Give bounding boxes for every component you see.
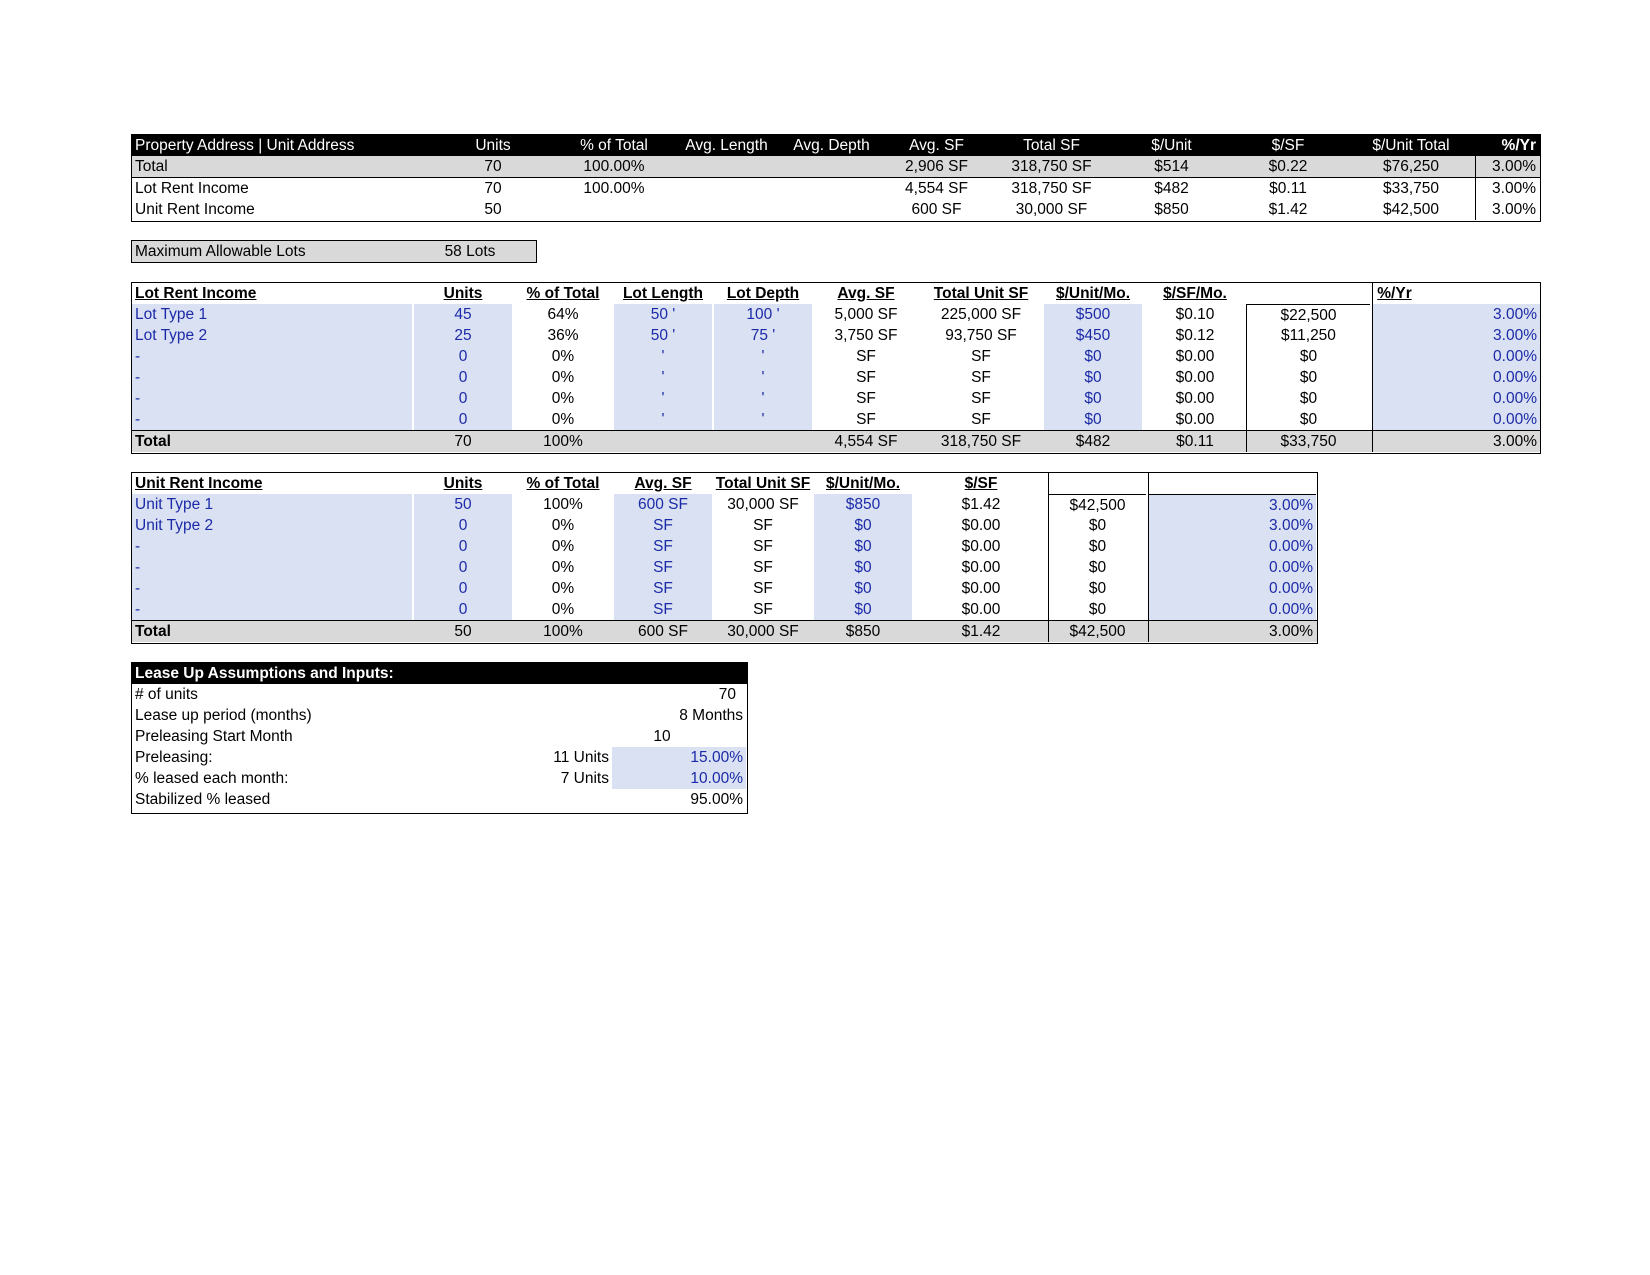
unit-rent-cell: $0: [814, 578, 912, 599]
lot-rent-cell: -: [132, 388, 412, 409]
lot-rent-cell: 0.00%: [1372, 388, 1540, 409]
unit-rent-cell: -: [132, 599, 412, 620]
lot-rent-cell: SF: [971, 390, 991, 407]
summary-cell: $514: [1154, 158, 1189, 175]
lot-rent-cell: SF: [971, 348, 991, 365]
lot-rent-cell: $0: [1044, 346, 1142, 367]
lot-rent-cell: ': [714, 409, 812, 430]
summary-header-cell: $/SF: [1271, 137, 1305, 154]
summary-header-cell: $/Unit Total: [1372, 137, 1450, 154]
summary-cell: Lot Rent Income: [135, 180, 249, 197]
summary-cell: [779, 178, 884, 199]
summary-header-cell: Avg. SF: [909, 137, 964, 154]
unit-rent-cell: $0.00: [961, 538, 1001, 555]
lease-up-units: [512, 726, 612, 747]
unit-rent-cell: 3.00%: [1148, 515, 1316, 536]
unit-rent-total-row: [132, 620, 1317, 642]
lot-rent-total-cell: 100%: [543, 433, 583, 450]
unit-rent-row: [132, 536, 1317, 557]
summary-cell: [779, 156, 884, 177]
lot-rent-header-cell: $/SF/Mo.: [1163, 285, 1227, 302]
unit-rent-cell: SF: [614, 536, 712, 557]
lot-rent-cell: 0%: [551, 390, 575, 407]
lot-rent-cell: 45: [414, 304, 512, 325]
lot-rent-total-cell: 70: [454, 433, 472, 450]
unit-rent-total-cell: $1.42: [961, 623, 1001, 640]
unit-rent-row: [132, 494, 1317, 515]
lot-rent-header-cell: %/Yr: [1372, 283, 1416, 304]
lot-rent-row: [132, 304, 1540, 325]
lot-rent-cell: $0.12: [1175, 327, 1215, 344]
lot-rent-row: [132, 325, 1540, 346]
lease-up-value: 8 Months: [679, 707, 743, 724]
unit-rent-cell: SF: [753, 580, 773, 597]
unit-rent-cell: SF: [753, 538, 773, 555]
lot-rent-cell: 93,750 SF: [945, 327, 1017, 344]
summary-cell: 2,906 SF: [905, 158, 968, 175]
summary-cell: [674, 156, 779, 177]
summary-cell: $0.22: [1268, 158, 1308, 175]
lot-rent-cell: $11,250: [1246, 325, 1370, 346]
unit-rent-total-cell: 100%: [543, 623, 583, 640]
summary-header-cell: Units: [475, 137, 511, 154]
unit-rent-header-cell: $/Unit/Mo.: [825, 475, 901, 492]
unit-rent-cell: Unit Type 1: [132, 494, 412, 515]
lot-rent-total-cell: [714, 431, 812, 452]
lot-rent-cell: $500: [1044, 304, 1142, 325]
lot-rent-total-cell: 4,554 SF: [834, 433, 898, 450]
unit-rent-cell: 600 SF: [614, 494, 712, 515]
lot-rent-cell: ': [714, 346, 812, 367]
unit-rent-cell: $850: [814, 494, 912, 515]
unit-rent-cell: 0.00%: [1148, 578, 1316, 599]
summary-cell: 50: [484, 201, 502, 218]
lease-up-units: 7 Units: [560, 770, 609, 787]
lease-up-value: 15.00%: [612, 747, 746, 768]
lease-up-row: [132, 747, 747, 768]
lot-rent-row: [132, 367, 1540, 388]
summary-cell: 318,750 SF: [1011, 158, 1092, 175]
unit-rent-total-cell: 600 SF: [638, 623, 688, 640]
summary-row: [132, 199, 1540, 220]
unit-rent-cell: $0.00: [961, 601, 1001, 618]
unit-rent-row: [132, 515, 1317, 536]
lot-rent-cell: 0.00%: [1372, 346, 1540, 367]
lot-rent-cell: ': [614, 346, 712, 367]
summary-cell: 70: [484, 180, 502, 197]
summary-cell: $0.11: [1269, 180, 1307, 197]
unit-rent-cell: -: [132, 578, 412, 599]
unit-rent-total-cell: $850: [845, 623, 881, 640]
unit-rent-cell: SF: [753, 517, 773, 534]
lot-rent-header-cell: Lot Rent Income: [135, 285, 257, 302]
summary-row: [132, 178, 1540, 199]
summary-header-cell: Avg. Depth: [793, 137, 870, 154]
lot-rent-cell: 3,750 SF: [834, 327, 898, 344]
summary-cell: 4,554 SF: [905, 180, 968, 197]
unit-rent-cell: $1.42: [961, 496, 1001, 513]
unit-rent-row: [132, 557, 1317, 578]
lot-rent-cell: 225,000 SF: [940, 306, 1022, 323]
summary-cell: $33,750: [1382, 180, 1440, 197]
lot-rent-cell: ': [614, 367, 712, 388]
lot-rent-cell: 50 ': [614, 304, 712, 325]
lot-rent-header-cell: % of Total: [526, 285, 600, 302]
lease-up-units: [512, 684, 612, 705]
unit-rent-header-cell: Units: [443, 475, 483, 492]
unit-rent-cell: 0: [414, 578, 512, 599]
lease-up-value: 95.00%: [690, 791, 743, 808]
unit-rent-header-row: [132, 473, 1317, 494]
summary-cell: [554, 199, 674, 220]
lot-rent-header-cell: $/Unit/Mo.: [1055, 285, 1131, 302]
lot-rent-cell: ': [614, 409, 712, 430]
lot-rent-cell: ': [714, 367, 812, 388]
unit-rent-cell: $0: [814, 557, 912, 578]
unit-rent-total-cell: 30,000 SF: [727, 623, 799, 640]
lot-rent-cell: 0: [414, 409, 512, 430]
summary-cell: 3.00%: [1475, 199, 1539, 220]
unit-rent-income-table: [131, 472, 1318, 644]
summary-cell: [674, 199, 779, 220]
lot-rent-header-cell: Units: [443, 285, 483, 302]
lot-rent-cell: -: [132, 409, 412, 430]
unit-rent-cell: $0: [1048, 536, 1146, 557]
unit-rent-cell: SF: [753, 559, 773, 576]
summary-header-cell: Total SF: [1023, 137, 1080, 154]
lease-up-row: [132, 768, 747, 789]
lot-rent-cell: SF: [856, 369, 876, 386]
unit-rent-cell: 0: [414, 557, 512, 578]
unit-rent-cell: 0%: [551, 559, 575, 576]
unit-rent-cell: 0.00%: [1148, 557, 1316, 578]
lot-rent-cell: $0.00: [1175, 411, 1215, 428]
unit-rent-cell: 0.00%: [1148, 536, 1316, 557]
unit-rent-cell: $0: [814, 515, 912, 536]
summary-cell: 70: [484, 158, 502, 175]
lot-rent-cell: Lot Type 2: [132, 325, 412, 346]
lot-rent-total-cell: 318,750 SF: [940, 433, 1022, 450]
lease-up-label: Lease up period (months): [135, 707, 312, 724]
lot-rent-income-table: [131, 282, 1541, 454]
summary-cell: $482: [1154, 180, 1189, 197]
lot-rent-cell: -: [132, 367, 412, 388]
lot-rent-cell: $0: [1246, 409, 1370, 430]
summary-header-cell: Property Address | Unit Address: [135, 137, 355, 154]
unit-rent-cell: Unit Type 2: [132, 515, 412, 536]
unit-rent-header-cell: % of Total: [526, 475, 600, 492]
lease-up-title-row: [132, 663, 747, 684]
lot-rent-cell: SF: [971, 369, 991, 386]
lease-up-label: Preleasing Start Month: [135, 728, 293, 745]
lease-up-units: [512, 705, 612, 726]
lot-rent-cell: 0.00%: [1372, 367, 1540, 388]
unit-rent-cell: SF: [614, 578, 712, 599]
unit-rent-cell: 0%: [551, 580, 575, 597]
unit-rent-cell: 0%: [551, 538, 575, 555]
max-lots-value: 58 Lots: [444, 243, 496, 260]
lot-rent-cell: ': [714, 388, 812, 409]
summary-header-cell: $/Unit: [1151, 137, 1192, 154]
lease-up-row: [132, 726, 747, 747]
lease-up-assumptions-table: [131, 662, 748, 814]
summary-header-cell: % of Total: [580, 137, 648, 154]
unit-rent-cell: 0: [414, 536, 512, 557]
unit-rent-cell: 3.00%: [1148, 494, 1316, 515]
lot-rent-row: [132, 346, 1540, 367]
unit-rent-total-cell: Total: [135, 623, 171, 640]
lease-up-value: 10: [653, 728, 671, 745]
lease-up-label: Stabilized % leased: [135, 791, 271, 808]
lot-rent-cell: 0%: [551, 369, 575, 386]
lot-rent-cell: 0%: [551, 348, 575, 365]
lot-rent-cell: 0: [414, 388, 512, 409]
unit-rent-cell: SF: [614, 557, 712, 578]
lot-rent-cell: SF: [971, 411, 991, 428]
lot-rent-total-cell: Total: [135, 433, 171, 450]
lease-up-label: Preleasing:: [135, 749, 213, 766]
summary-cell: [674, 178, 779, 199]
summary-cell: 3.00%: [1475, 178, 1539, 199]
lot-rent-cell: 75 ': [714, 325, 812, 346]
lot-rent-total-cell: $33,750: [1246, 431, 1370, 452]
unit-rent-header-cell: Unit Rent Income: [135, 475, 263, 492]
lease-up-title: Lease Up Assumptions and Inputs:: [135, 665, 394, 682]
lot-rent-total-row: [132, 430, 1540, 452]
unit-rent-header-cell: $/SF: [964, 475, 998, 492]
lot-rent-total-cell: 3.00%: [1372, 431, 1540, 452]
unit-rent-row: [132, 599, 1317, 620]
lot-rent-header-cell: Total Unit SF: [933, 285, 1029, 302]
max-lots-label: Maximum Allowable Lots: [135, 243, 306, 260]
lease-up-row: [132, 705, 747, 726]
unit-rent-cell: -: [132, 536, 412, 557]
lot-rent-header-row: [132, 283, 1540, 304]
lot-rent-cell: $0: [1246, 367, 1370, 388]
unit-rent-cell: $0.00: [961, 559, 1001, 576]
lease-up-units: 11 Units: [553, 749, 609, 766]
lease-up-label: % leased each month:: [135, 770, 289, 787]
unit-rent-cell: SF: [753, 601, 773, 618]
lot-rent-cell: $0: [1246, 388, 1370, 409]
summary-row: [132, 156, 1540, 178]
unit-rent-cell: 0.00%: [1148, 599, 1316, 620]
lot-rent-row: [132, 388, 1540, 409]
summary-header-cell: Avg. Length: [685, 137, 768, 154]
lot-rent-cell: 3.00%: [1372, 325, 1540, 346]
summary-cell: $850: [1154, 201, 1189, 218]
unit-rent-cell: -: [132, 557, 412, 578]
lot-rent-cell: $0: [1044, 388, 1142, 409]
lease-up-row: [132, 684, 747, 705]
unit-rent-cell: $0: [1048, 515, 1146, 536]
lot-rent-cell: 50 ': [614, 325, 712, 346]
unit-rent-cell: 0%: [551, 601, 575, 618]
lot-rent-cell: 3.00%: [1372, 304, 1540, 325]
lot-rent-cell: $450: [1044, 325, 1142, 346]
lot-rent-total-cell: $482: [1075, 433, 1111, 450]
lease-up-value: 70: [718, 686, 736, 703]
unit-rent-header-cell: Total Unit SF: [715, 475, 811, 492]
lot-rent-total-cell: $0.11: [1176, 433, 1214, 450]
unit-rent-cell: $0.00: [961, 517, 1001, 534]
unit-rent-header-cell: Avg. SF: [634, 475, 692, 492]
summary-header-row: [132, 135, 1540, 156]
lot-rent-cell: 5,000 SF: [834, 306, 898, 323]
lot-rent-cell: Lot Type 1: [132, 304, 412, 325]
unit-rent-cell: SF: [614, 515, 712, 536]
summary-cell: 600 SF: [911, 201, 962, 218]
max-allowable-lots-box: [131, 240, 537, 263]
unit-rent-cell: $0: [1048, 557, 1146, 578]
lot-rent-cell: ': [614, 388, 712, 409]
lot-rent-cell: 36%: [547, 327, 579, 344]
lot-rent-cell: -: [132, 346, 412, 367]
summary-cell: Total: [135, 158, 168, 175]
unit-rent-cell: $0.00: [961, 580, 1001, 597]
lot-rent-cell: 100 ': [714, 304, 812, 325]
summary-cell: Unit Rent Income: [135, 201, 255, 218]
unit-rent-cell: 30,000 SF: [727, 496, 799, 513]
lease-up-value: 10.00%: [612, 768, 746, 789]
lot-rent-cell: 0: [414, 367, 512, 388]
summary-cell: 30,000 SF: [1015, 201, 1088, 218]
summary-cell: $42,500: [1382, 201, 1440, 218]
lot-rent-cell: 25: [414, 325, 512, 346]
unit-rent-header-cell: [1048, 473, 1146, 494]
summary-cell: $76,250: [1382, 158, 1440, 175]
lot-rent-header-cell: Avg. SF: [837, 285, 895, 302]
unit-rent-total-cell: $42,500: [1048, 621, 1146, 642]
lot-rent-cell: 0: [414, 346, 512, 367]
unit-rent-cell: $0: [1048, 599, 1146, 620]
unit-rent-cell: $0: [814, 536, 912, 557]
lot-rent-cell: $0.00: [1175, 348, 1215, 365]
unit-rent-total-cell: 50: [454, 623, 472, 640]
unit-rent-total-cell: 3.00%: [1148, 621, 1316, 642]
unit-rent-header-cell: [1148, 473, 1316, 494]
summary-cell: 3.00%: [1475, 156, 1539, 177]
unit-rent-cell: $42,500: [1048, 494, 1146, 515]
unit-rent-cell: $0: [1048, 578, 1146, 599]
lot-rent-cell: SF: [856, 390, 876, 407]
lot-rent-header-cell: Lot Length: [622, 285, 704, 302]
summary-header-cell: %/Yr: [1501, 137, 1536, 154]
summary-cell: [779, 199, 884, 220]
lease-up-units: [512, 789, 612, 810]
lot-rent-cell: 64%: [547, 306, 579, 323]
unit-rent-row: [132, 578, 1317, 599]
unit-rent-cell: 0: [414, 599, 512, 620]
lot-rent-cell: SF: [856, 411, 876, 428]
property-summary-table: [131, 134, 1541, 222]
lot-rent-header-cell: Lot Depth: [726, 285, 800, 302]
summary-cell: $1.42: [1268, 201, 1308, 218]
lot-rent-cell: $0: [1044, 367, 1142, 388]
lot-rent-row: [132, 409, 1540, 430]
lot-rent-cell: SF: [856, 348, 876, 365]
lot-rent-cell: $22,500: [1246, 304, 1370, 325]
summary-cell: 100.00%: [583, 158, 645, 175]
lot-rent-cell: 0.00%: [1372, 409, 1540, 430]
lot-rent-cell: $0.00: [1175, 369, 1215, 386]
lot-rent-cell: $0: [1044, 409, 1142, 430]
lot-rent-cell: $0.10: [1175, 306, 1215, 323]
lot-rent-cell: $0.00: [1175, 390, 1215, 407]
summary-cell: 318,750 SF: [1011, 180, 1092, 197]
unit-rent-cell: $0: [814, 599, 912, 620]
unit-rent-cell: 0%: [551, 517, 575, 534]
lease-up-label: # of units: [135, 686, 198, 703]
unit-rent-cell: 100%: [543, 496, 583, 513]
lease-up-row: [132, 789, 747, 810]
unit-rent-cell: 50: [414, 494, 512, 515]
lot-rent-cell: $0: [1246, 346, 1370, 367]
summary-cell: 100.00%: [583, 180, 645, 197]
unit-rent-cell: 0: [414, 515, 512, 536]
unit-rent-cell: SF: [614, 599, 712, 620]
lot-rent-cell: 0%: [551, 411, 575, 428]
lot-rent-total-cell: [614, 431, 712, 452]
